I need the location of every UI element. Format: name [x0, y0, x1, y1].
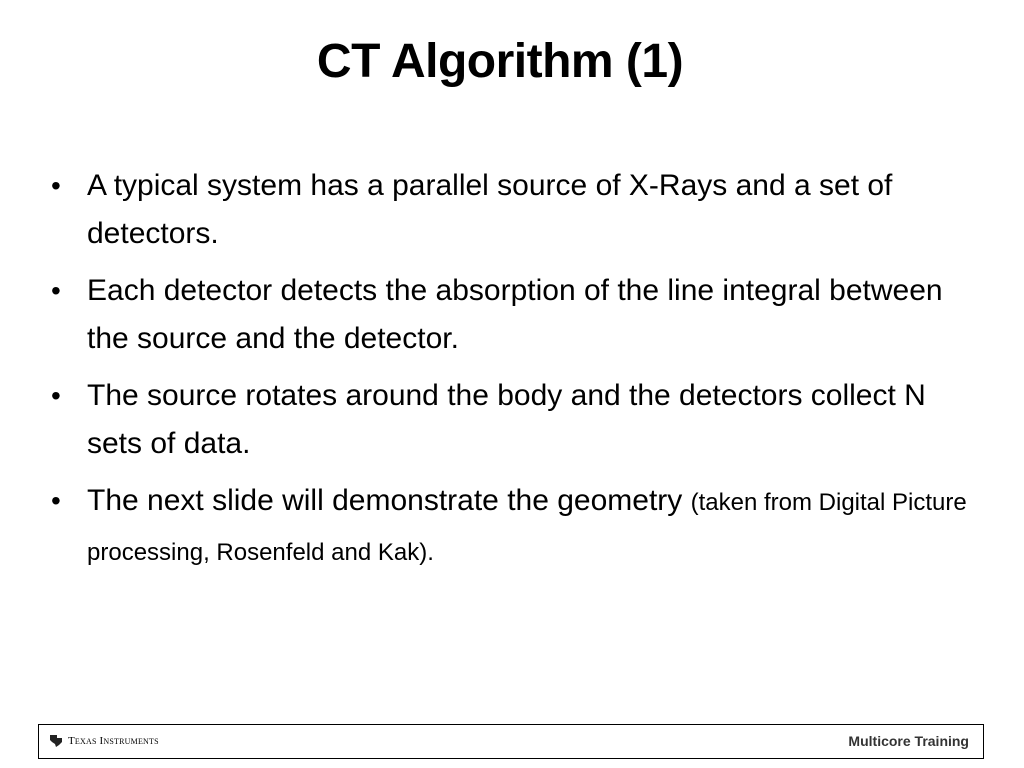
bullet-dot-icon: • [51, 170, 61, 201]
bullet-dot-icon: • [51, 275, 61, 306]
bullet-text: The next slide will demonstrate the geometry [87, 484, 691, 517]
bullet-dot-icon: • [51, 485, 61, 516]
footer-training-label: Multicore Training [848, 733, 969, 749]
slide-footer [38, 724, 984, 759]
slide-title: CT Algorithm (1) [316, 35, 684, 88]
texas-instruments-logo-icon [49, 734, 63, 748]
ti-logo [49, 734, 159, 748]
bullet-text: A typical system has a parallel source of X-Rays and a set of detectors. [87, 169, 893, 250]
bullet-text: The source rotates around the body and the detectors collect N sets of data. [87, 379, 926, 460]
bullet-item [48, 162, 978, 258]
bullet-text: Each detector detects the absorption of the line integral between the source and the detector. [87, 274, 943, 355]
bullet-dot-icon: • [51, 380, 61, 411]
bullet-list [48, 162, 978, 586]
bullet-note: (taken from Digital Picture processing, Rosenfeld and Kak). [87, 489, 967, 566]
bullet-item [48, 267, 978, 363]
bullet-item [48, 372, 978, 468]
bullet-item [48, 477, 978, 577]
ti-logo-text: Texas Instruments [68, 735, 159, 747]
